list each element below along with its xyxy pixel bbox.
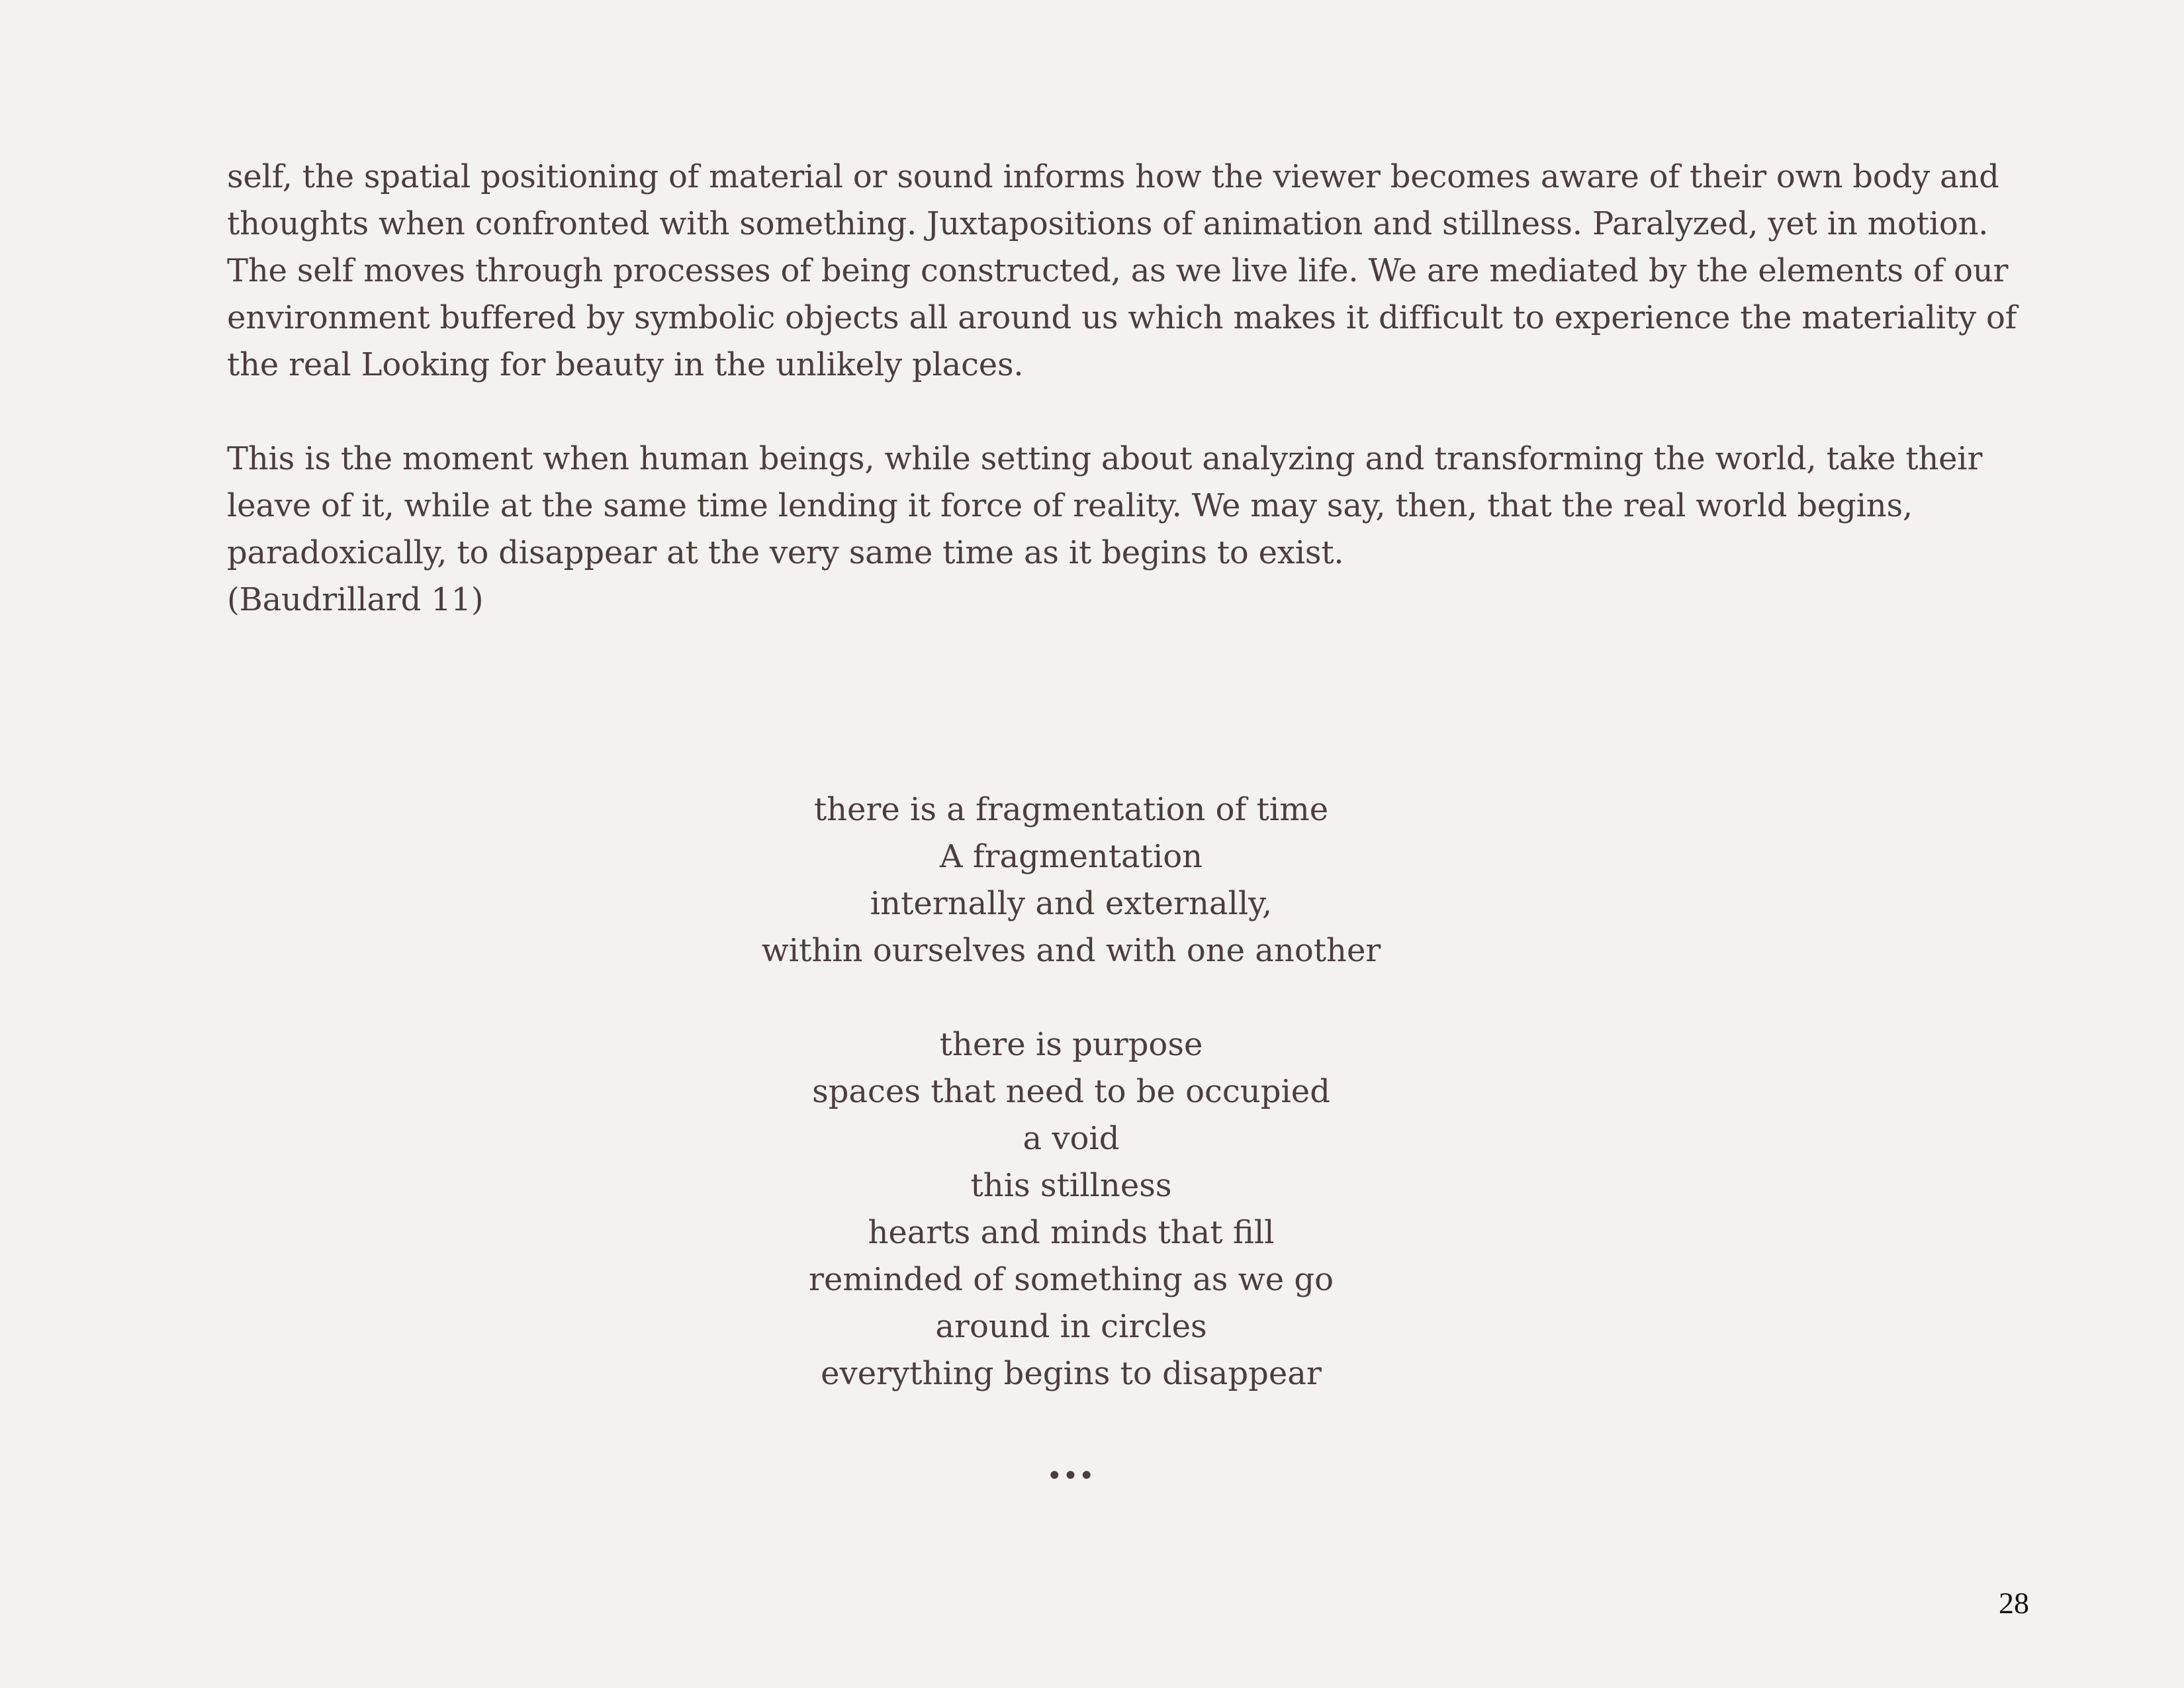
quote-line: leave of it, while at the same time lending it force of reality. We may say, then, that the real world begins, <box>227 487 1913 524</box>
quote-line: paradoxically, to disappear at the very same time as it begins to exist. <box>227 534 1344 571</box>
poem-line: within ourselves and with one another <box>761 932 1381 969</box>
poem-line: A fragmentation <box>939 838 1203 875</box>
poem-line: reminded of something as we go <box>809 1261 1334 1298</box>
quote-line: This is the moment when human beings, while setting about analyzing and transforming the world, take their <box>227 440 1983 477</box>
stanza-gap <box>0 974 2142 1021</box>
poem-line: a void <box>1023 1120 1120 1157</box>
poem-line: this stillness <box>970 1167 1172 1204</box>
poem-line: hearts and minds that fill <box>868 1214 1275 1251</box>
poem-line: spaces that need to be occupied <box>812 1073 1330 1110</box>
poem <box>0 786 2142 1397</box>
poem-line: there is purpose <box>939 1026 1203 1063</box>
text-line: environment buffered by symbolic objects all around us which makes it difficult to experience the materiality of <box>227 299 2017 336</box>
text-line: The self moves through processes of being constructed, as we live life. We are mediated by the elements of our <box>227 252 2009 289</box>
poem-stanza-1 <box>0 786 2142 974</box>
poem-line: around in circles <box>935 1308 1207 1345</box>
page-number: 28 <box>1999 1586 2029 1620</box>
body-text <box>227 154 2017 624</box>
ellipsis: ... <box>1047 1439 1095 1489</box>
text-line: thoughts when confronted with something. Juxtapositions of animation and stillness. Paralyzed, yet in motion. <box>227 205 1989 242</box>
text-line: the real Looking for beauty in the unlikely places. <box>227 346 1024 383</box>
poem-stanza-2 <box>0 1021 2142 1397</box>
poem-line: internally and externally, <box>870 885 1273 922</box>
citation: (Baudrillard 11) <box>227 581 484 618</box>
paragraph-1 <box>227 154 2017 389</box>
poem-line: there is a fragmentation of time <box>813 791 1329 828</box>
text-line: self, the spatial positioning of material or sound informs how the viewer becomes aware of their own body and <box>227 158 1999 195</box>
poem-line: everything begins to disappear <box>821 1355 1322 1392</box>
paragraph-2 <box>227 436 1983 624</box>
